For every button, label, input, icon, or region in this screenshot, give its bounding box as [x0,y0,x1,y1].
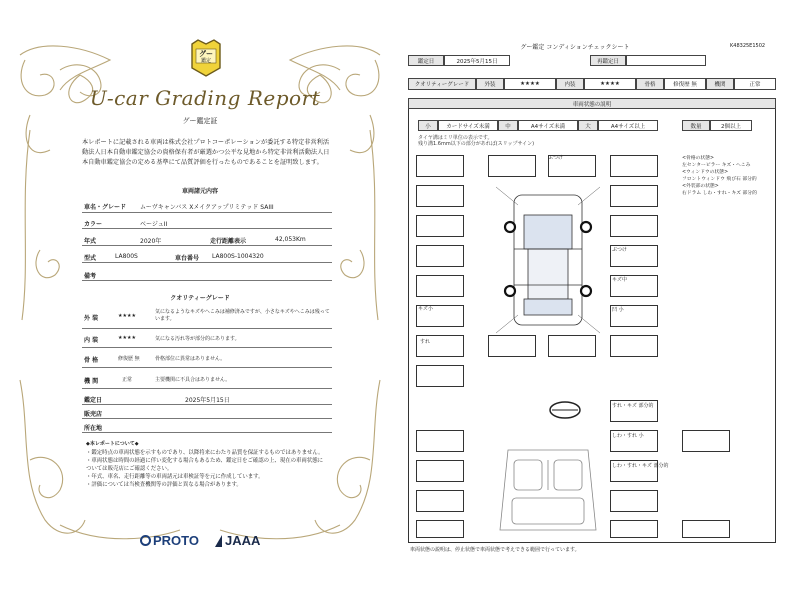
year-value: 2020年 [140,238,162,245]
note-item: ・車両状態は時間の経過に伴い変化する場合もあるため、鑑定日をご確認の上、現在の車両状態については販売店にご確認ください。 [86,458,323,472]
int-label-cell: 内装 [556,78,584,90]
interior-mark: しわ・すれ・キズ 部分的 [612,463,669,469]
frame-desc: 骨格部位に異常はありません。 [155,356,226,362]
note-item: ・鑑定時点の車両状態を示すものであり、以降将来にわたり品質を保証するものではありません。 [86,450,324,456]
state-title: 車両状態の説明 [408,98,776,109]
size-large: 大 [578,120,598,131]
chassis-label: 車台番号 [175,255,200,262]
size-large-desc: A4サイズ以上 [598,120,658,131]
note-line: 右ドラム しわ・すれ・キズ 部分的 [682,191,757,196]
engine-label: 機 関 [84,378,99,385]
type-label: 型式 [84,255,97,262]
note-line: <外装部の状態> [682,184,719,189]
note-line: フロントウィンドウ 飛び石 部分的 [682,177,757,182]
interior-desc: 気になる汚れ等が部分的にあります。 [155,336,240,342]
damage-box [488,335,536,357]
interior-mark: すれ・キズ 部分的 [612,403,654,409]
remarks-label: 備考 [84,273,97,280]
mileage-value: 42,053Km [275,236,306,243]
damage-box [488,155,536,177]
location-label: 所在地 [84,425,103,432]
engine-value-cell: 正常 [734,78,776,90]
exterior-label: 外 装 [84,315,99,322]
note-item: ・年式、車名、走行距離等の車両諸元は車検証等を元に作成しています。 [86,474,264,480]
model-label: 車名・グレード [84,204,127,211]
interior-seat-view-icon [488,430,608,540]
damage-box [610,155,658,177]
note-item: ・評価については当検査機関等の評価と異なる場合があります。 [86,482,242,488]
size-small-desc: カードサイズ未満 [438,120,498,131]
damage-label: 凹 小 [612,307,624,313]
note-line: 左センターピラー キズ・へこみ [682,163,751,168]
grade-label-cell: クオリティーグレード [408,78,476,90]
damage-box [548,335,596,357]
date-label: 鑑定日 [84,397,103,404]
shop-label: 販売店 [84,411,103,418]
badge-text-bottom: 鑑定 [200,58,211,64]
chassis-value: LA800S-1004320 [212,253,264,260]
sheet-header: グー鑑定 コンディションチェックシート [520,44,630,51]
frame-label-cell: 骨格 [636,78,664,90]
frame-value-cell: 修復歴 無 [664,78,706,90]
model-value: ムーヴキャンバス Xメイクアップリミテッド SAIII [140,204,274,211]
damage-box [416,490,464,512]
size-small: 小 [418,120,438,131]
damage-box [416,365,464,387]
note-line: <ウィンドウの状態> [682,170,729,175]
damage-box [682,430,730,452]
proto-mark-icon [140,535,151,546]
damage-box [682,520,730,538]
damage-box [610,185,658,207]
intro-text: 本レポートに記載される車両は株式会社プロトコーポレーションが委託する特定非営利活動法人日本自動車鑑定協会の資格保有者が厳選かつ公平な見地から特定非営利活動法人日本自動車鑑定協会の定める基準にて品質評価を行ったものであることを証明致します。 [82,139,330,166]
vehicle-section-title: 車両諸元内容 [181,188,218,195]
int-value-cell: ★★★★ [584,78,636,90]
tire-note: タイヤ溝はミリ単位の表示です。 残り溝1.6mm以下の部分があれば(スリップサイン) [418,135,535,147]
damage-box [416,275,464,297]
appraisal-badge-icon [188,38,224,78]
exterior-desc: 気になるようなキズやへこみは補修済みですが、小さなキズやへこみは残っています。 [155,309,330,322]
damage-box [416,520,464,538]
side-notes [682,155,772,197]
proto-logo: PROTO [140,533,199,548]
ext-label-cell: 外装 [476,78,504,90]
damage-box [416,215,464,237]
date-label-cell: 鑑定日 [408,55,444,66]
exterior-value: ★★★★ [118,313,136,319]
jaaa-logo: JAAA [215,533,260,548]
condition-check-sheet [400,0,800,600]
frame-label: 骨 格 [84,357,99,364]
mileage-label: 走行距離表示 [210,238,247,245]
damage-box [610,215,658,237]
damage-box [416,155,464,177]
damage-label: キズ小 [418,306,433,312]
reappraisal-label-cell: 再鑑定日 [590,55,626,66]
quality-section-title: クオリティーグレード [170,295,230,302]
interior-label: 内 装 [84,337,99,344]
damage-label: ぶつけ [548,155,564,161]
damage-box [416,460,464,482]
sheet-footer: 車両状態の説明は、停止状態で車両状態で考えできる範囲で行っています。 [410,547,580,553]
size-medium-desc: A4サイズ未満 [518,120,578,131]
damage-box [610,520,658,538]
engine-value: 正常 [122,377,133,383]
car-top-view-icon [488,185,608,335]
type-value: LA800S [115,253,138,260]
damage-box [610,490,658,512]
damage-box [416,185,464,207]
notes-title: ◆本レポートについて◆ [86,441,139,447]
ext-value-cell: ★★★★ [504,78,556,90]
report-title: U-car Grading Report [89,86,321,110]
color-value: ベージュII [140,221,168,228]
damage-box [416,245,464,267]
engine-desc: 主要機関に不具合はありません。 [155,377,231,383]
damage-box [610,335,658,357]
date-value-cell: 2025年5月15日 [444,55,510,66]
quantity-label: 数量 [682,120,710,131]
date-value: 2025年5月15日 [185,397,230,404]
frame-value: 修復歴 無 [118,356,140,362]
jaaa-mark-icon [215,535,222,547]
steering-wheel-icon [548,400,582,420]
badge-text-top: グー [199,50,213,58]
note-line: <骨格の状態> [682,156,715,161]
reappraisal-value-cell [626,55,706,66]
quantity-value: 2個以上 [710,120,752,131]
notes-list [86,449,324,489]
interior-mark: しわ・すれ 小 [612,433,644,439]
interior-value: ★★★★ [118,335,136,341]
report-subtitle: グー鑑定証 [182,117,218,125]
color-label: カラー [84,221,103,228]
year-label: 年式 [84,238,97,245]
damage-box [416,430,464,452]
damage-label: キズ中 [612,277,627,283]
damage-label: ぶつけ [612,247,628,253]
engine-label-cell: 機関 [706,78,734,90]
damage-label: すれ [420,339,431,345]
sheet-code: K48325E1502 [730,43,766,49]
size-medium: 中 [498,120,518,131]
